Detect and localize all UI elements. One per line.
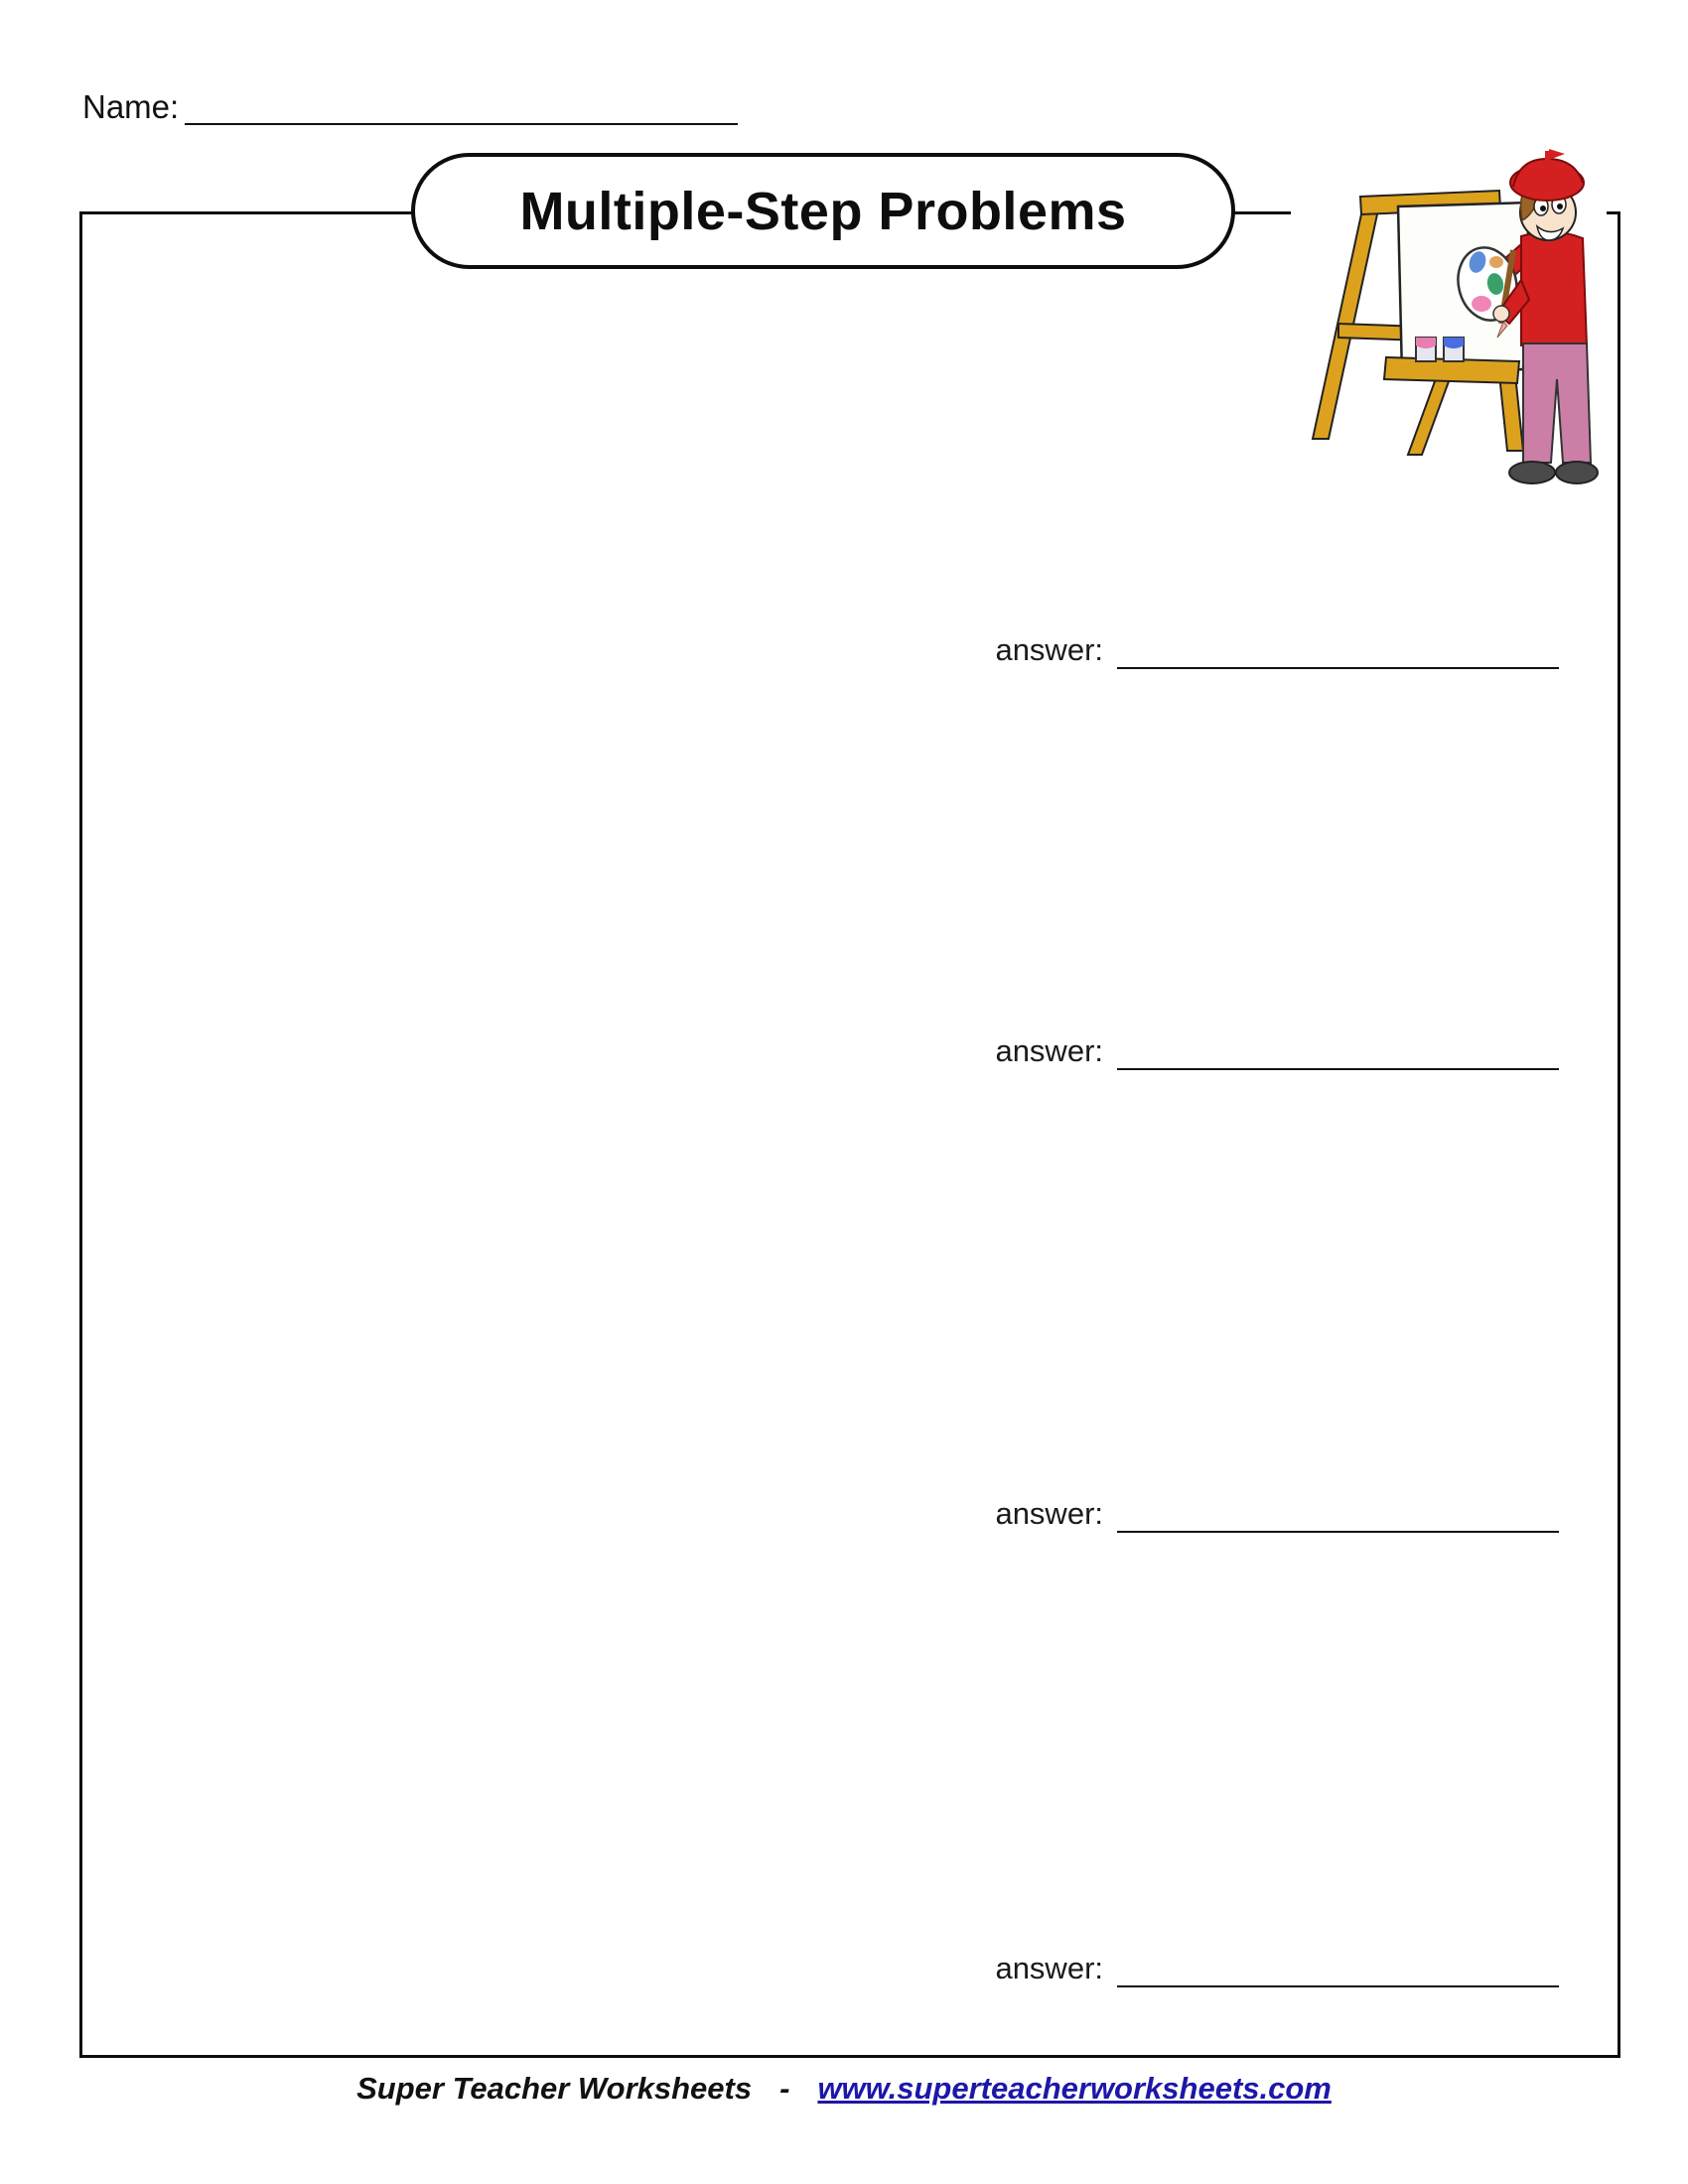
footer-separator: - <box>779 2071 790 2106</box>
answer-label: answer: <box>995 1951 1103 1985</box>
answer-row-d <box>995 1948 1559 1987</box>
name-label: Name: <box>82 88 180 125</box>
answer-blank-line[interactable] <box>1117 1950 1559 1987</box>
title-banner <box>411 153 1235 269</box>
answer-blank-line[interactable] <box>1117 1495 1559 1533</box>
page-title: Multiple-Step Problems <box>519 181 1127 241</box>
footer-site-name: Super Teacher Worksheets <box>356 2071 753 2106</box>
footer <box>0 2071 1688 2107</box>
answer-blank-line[interactable] <box>1117 1032 1559 1070</box>
answer-row-a <box>995 629 1559 669</box>
answer-label: answer: <box>995 632 1103 667</box>
painter-at-easel-icon <box>1291 133 1607 504</box>
answer-blank-line[interactable] <box>1117 631 1559 669</box>
answer-label: answer: <box>995 1496 1103 1531</box>
name-blank-line[interactable] <box>185 89 738 125</box>
name-row <box>82 89 738 125</box>
answer-row-c <box>995 1493 1559 1533</box>
answer-row-b <box>995 1030 1559 1070</box>
answer-label: answer: <box>995 1033 1103 1068</box>
footer-link[interactable]: www.superteacherworksheets.com <box>817 2071 1332 2106</box>
